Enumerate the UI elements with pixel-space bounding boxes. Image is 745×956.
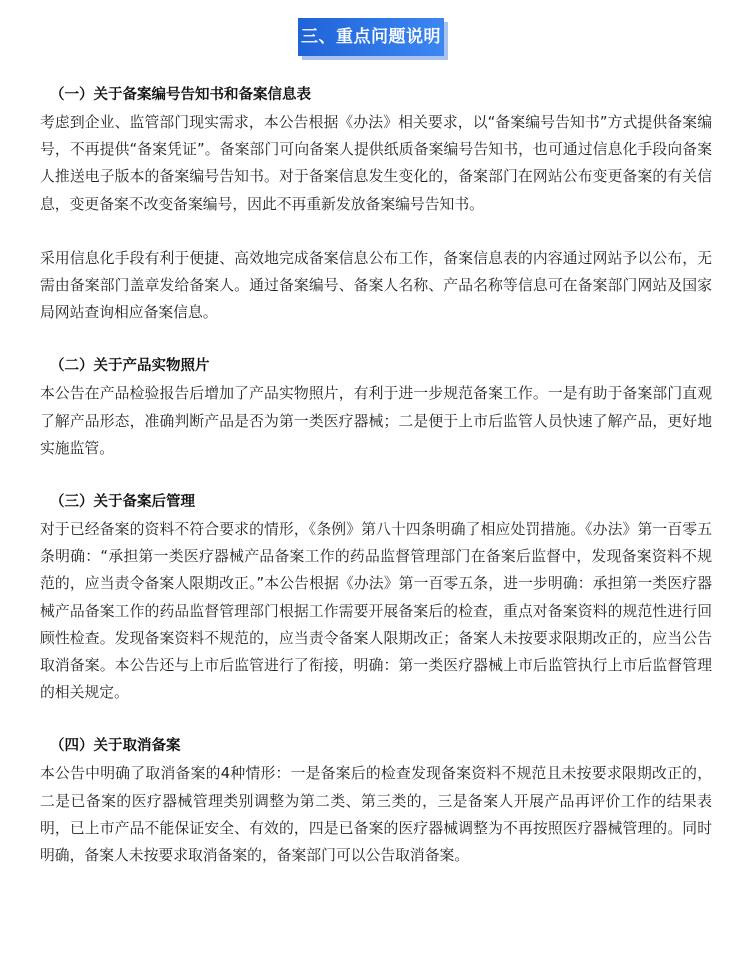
section-heading: （一）关于备案编号告知书和备案信息表 xyxy=(50,87,311,103)
section-heading: （四）关于取消备案 xyxy=(50,738,181,755)
paragraph: 考虑到企业、监管部门现实需求，本公告根据《办法》相关要求，以“备案编号告知书”方式提供备案编号，不再提供“备案凭证”。备案部门可向备案人提供纸质备案编号告知书，也可通过信息化手段向备案人推送电子版本的备案编号告知书。对于备案信息发生变化的，备案部门在网站公布变更备案的有关信息，变更备案不改变备案编号，因此不再重新发放备案编号告知书。 xyxy=(40,114,712,213)
section-3 xyxy=(40,489,712,706)
article-body xyxy=(40,82,712,869)
section-gap xyxy=(40,462,712,489)
paragraph: 本公告在产品检验报告后增加了产品实物照片，有利于进一步规范备案工作。一是有助于备案部门直观了解产品形态，准确判断产品是否为第一类医疗器械；二是便于上市后监管人员快速了解产品，更好地实施监管。 xyxy=(40,385,712,457)
section-4 xyxy=(40,733,712,869)
paragraph: 本公告中明确了取消备案的4种情形：一是备案后的检查发现备案资料不规范且未按要求限期改正的，二是已备案的医疗器械管理类别调整为第二类、第三类的，三是备案人开展产品再评价工作的结果表明，已上市产品不能保证安全、有效的，四是已备案的医疗器械调整为不再按照医疗器械管理的。同时明确，备案人未按要求取消备案的，备案部门可以公告取消备案。 xyxy=(40,765,712,865)
paragraph: 对于已经备案的资料不符合要求的情形，《条例》第八十四条明确了相应处罚措施。《办法》第一百零五条明确：“承担第一类医疗器械产品备案工作的药品监督管理部门在备案后监督中，发现备案资料不规范的，应当责令备案人限期改正。”本公告根据《办法》第一百零五条，进一步明确：承担第一类医疗器械产品备案工作的药品监督管理部门根据工作需要开展备案后的检查，重点对备案资料的规范性进行回顾性检查。发现备案资料不规范的，应当责令备案人限期改正；备案人未按要求限期改正的，应当公告取消备案。本公告还与上市后监管进行了衔接，明确：第一类医疗器械上市后监管执行上市后监督管理的相关规定。 xyxy=(40,521,712,702)
section-2 xyxy=(40,353,712,462)
section-banner xyxy=(0,18,745,62)
section-gap xyxy=(40,706,712,733)
section-gap xyxy=(40,326,712,353)
section-heading: （三）关于备案后管理 xyxy=(50,494,195,511)
section-title: 三、重点问题说明 xyxy=(298,18,444,56)
section-1 xyxy=(40,82,712,326)
section-heading: （二）关于产品实物照片 xyxy=(50,358,210,375)
paragraph-gap xyxy=(40,218,712,245)
paragraph: 采用信息化手段有利于便捷、高效地完成备案信息公布工作，备案信息表的内容通过网站予以公布，无需由备案部门盖章发给备案人。通过备案编号、备案人名称、产品名称等信息可在备案部门网站及国家局网站查询相应备案信息。 xyxy=(40,249,712,322)
